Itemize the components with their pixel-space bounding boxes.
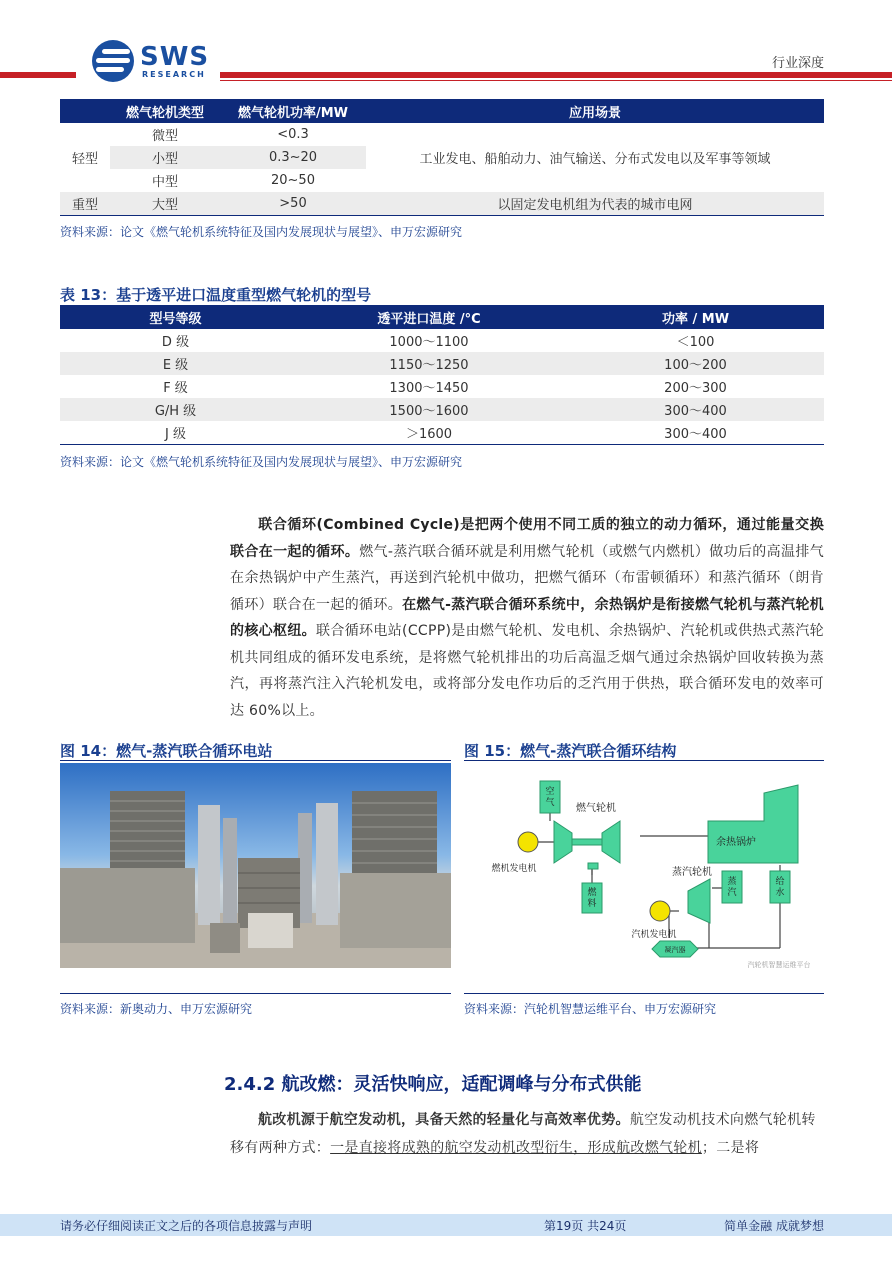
table-cell: 1000～1100 — [389, 335, 469, 350]
para-underline: 一是直接将成熟的航空发动机改型衍生，形成航改燃气轮机 — [330, 1140, 702, 1156]
fig14-source: 资料来源：新奥动力、申万宏源研究 — [60, 1002, 253, 1016]
table-header-row — [60, 99, 824, 123]
body-paragraph-aeroderivative — [230, 1106, 824, 1162]
logo-mark — [92, 40, 134, 82]
label-gas-turbine: 燃气轮机 — [576, 803, 616, 814]
label-condenser: 凝汽器 — [664, 946, 686, 954]
logo-name: SWS — [140, 42, 210, 72]
fig15-bottom-rule — [464, 993, 824, 994]
table-turbine-classes — [60, 305, 824, 445]
fig15-top-rule — [464, 760, 824, 761]
table-cell: <0.3 — [277, 127, 309, 142]
para-text: ；二是将 — [701, 1140, 760, 1156]
table-header-cell — [60, 99, 110, 123]
section-label: 行业深度 — [771, 56, 824, 71]
table-cell: 中型 — [151, 175, 178, 190]
footer-disclaimer: 请务必仔细阅读正文之后的各项信息披露与声明 — [60, 1219, 313, 1233]
table-header-cell: 透平进口温度 /°C — [291, 305, 567, 329]
para-text: 航空发动机技术向燃气轮机转移有两种方式： — [230, 1112, 816, 1156]
table-cell: 1500～1600 — [291, 398, 567, 421]
fig14-bottom-rule — [60, 993, 451, 994]
table-row — [60, 352, 824, 375]
table-header-cell: 燃气轮机功率/MW — [220, 99, 366, 123]
table-cell: 200～300 — [664, 381, 727, 396]
table-row — [60, 329, 824, 352]
table-cell-scene: 工业发电、船舶动力、油气输送、分布式发电以及军事等领域 — [366, 123, 824, 192]
combined-cycle-diagram — [464, 763, 824, 975]
table-cell: ＜100 — [676, 335, 715, 350]
table-cell: 300～400 — [567, 398, 824, 421]
table-cell-scene: 以固定发电机组为代表的城市电网 — [366, 192, 824, 215]
table-cell: 1150～1250 — [291, 352, 567, 375]
table13-caption: 表 13：基于透平进口温度重型燃气轮机的型号 — [60, 286, 372, 304]
label-steam: 蒸汽 — [727, 877, 737, 898]
label-fuel: 燃料 — [587, 888, 597, 909]
table-cell: 0.3~20 — [220, 146, 366, 169]
body-paragraph-combined-cycle — [230, 512, 824, 724]
footer-slogan: 简单金融 成就梦想 — [724, 1219, 824, 1233]
table-cell: F 级 — [163, 381, 188, 396]
table-cell: E 级 — [60, 352, 291, 375]
label-steam-generator: 汽机发电机 — [631, 930, 677, 940]
label-boiler: 余热锅炉 — [716, 837, 756, 848]
para-text: 燃气-蒸汽联合循环就是利用燃气轮机（或燃气内燃机）做功后的高温排气在余热锅炉中产生蒸汽，再送到汽轮机中做功，把燃气循环（布雷顿循环）和蒸汽循环（朗肯循环）联合在一起的循环。 — [230, 543, 824, 613]
table-row — [60, 123, 824, 146]
table-header-row — [60, 305, 824, 329]
label-watermark: 汽轮机智慧运维平台 — [747, 961, 811, 969]
table-cell: D 级 — [161, 335, 190, 350]
table-cell: 1300～1450 — [389, 381, 469, 396]
table-cell: G/H 级 — [60, 398, 291, 421]
table-cell-group: 轻型 — [60, 123, 110, 192]
fig14-top-rule — [60, 760, 451, 761]
table-cell: 300～400 — [567, 421, 824, 444]
table-cell: 20~50 — [271, 173, 315, 188]
table-cell-group: 重型 — [60, 192, 110, 215]
header-rule-left — [0, 72, 76, 78]
header-rule-thin — [220, 80, 892, 81]
label-feedwater: 给水 — [775, 877, 785, 898]
para-bold: 联合循环(Combined Cycle)是把两个使用不同工质的独立的动力循环，通过能量交换联合在一起的循环。 — [230, 517, 824, 560]
table12-source: 资料来源：论文《燃气轮机系统特征及国内发展现状与展望》、申万宏源研究 — [60, 225, 463, 239]
label-air: 空气 — [545, 787, 555, 808]
section-heading: 2.4.2 航改燃：灵活快响应，适配调峰与分布式供能 — [224, 1074, 642, 1095]
table-row — [60, 398, 824, 421]
fig15-caption: 图 15：燃气-蒸汽联合循环结构 — [464, 742, 677, 760]
para-bold: 航改机源于航空发动机，具备天然的轻量化与高效率优势。 — [258, 1112, 630, 1128]
fig15-source: 资料来源：汽轮机智慧运维平台、申万宏源研究 — [464, 1002, 717, 1016]
table-header-cell: 燃气轮机类型 — [110, 99, 220, 123]
table-cell: ＞1600 — [291, 421, 567, 444]
power-plant-photo — [60, 763, 451, 968]
table-row — [60, 192, 824, 215]
table-cell: 微型 — [151, 129, 178, 144]
table-row — [60, 375, 824, 398]
page-number: 第19页 共24页 — [544, 1219, 627, 1233]
table-header-cell: 应用场景 — [366, 99, 824, 123]
table-header-cell: 型号等级 — [60, 305, 291, 329]
table-header-cell: 功率 / MW — [567, 305, 824, 329]
para-bold: 在燃气-蒸汽联合循环系统中，余热锅炉是衔接燃气轮机与蒸汽轮机的核心枢纽。 — [230, 596, 824, 639]
label-steam-turbine: 蒸汽轮机 — [672, 867, 712, 878]
table-row — [60, 421, 824, 444]
table-cell: >50 — [220, 192, 366, 215]
table-gas-turbine-types — [60, 99, 824, 216]
logo-sub: RESEARCH — [142, 70, 206, 79]
table-cell: 大型 — [110, 192, 220, 215]
label-gas-generator: 燃机发电机 — [491, 864, 537, 874]
table-cell: 小型 — [110, 146, 220, 169]
company-logo — [92, 40, 210, 84]
table-cell: J 级 — [60, 421, 291, 444]
para-text: 联合循环电站(CCPP)是由燃气轮机、发电机、余热锅炉、汽轮机或供热式蒸汽轮机共同组成的循环发电系统，是将燃气轮机排出的功后高温乏烟气通过余热锅炉回收转换为蒸汽，再将蒸汽注入汽轮机发电，或将部分发电作功后的乏汽用于供热，联合循环发电的效率可达 60%以上。 — [230, 623, 824, 719]
table-cell: 100～200 — [567, 352, 824, 375]
fig14-caption: 图 14：燃气-蒸汽联合循环电站 — [60, 742, 273, 760]
table13-source: 资料来源：论文《燃气轮机系统特征及国内发展现状与展望》、申万宏源研究 — [60, 455, 463, 469]
page-footer — [0, 1214, 892, 1236]
header-rule-right — [220, 72, 892, 78]
